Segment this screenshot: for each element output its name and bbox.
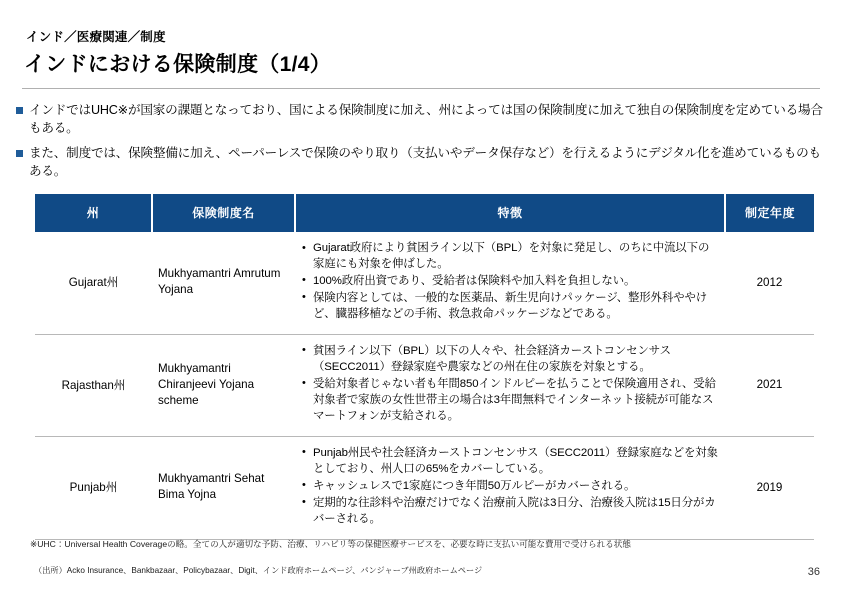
cell-year: 2012: [725, 232, 814, 334]
cell-state: Punjab州: [35, 436, 152, 539]
bullet-text: インドではUHC※が国家の課題となっており、国による保険制度に加え、州によっては国の保険制度に加えて独自の保険制度を定めている場合もある。: [29, 103, 823, 135]
cell-state: Rajasthan州: [35, 334, 152, 436]
list-item: [16, 145, 828, 181]
feature-item: • キャッシュレスで1家庭につき年間50万ルピーがカバーされる。: [301, 479, 719, 495]
table-row: [35, 232, 814, 334]
feature-item: • 定期的な往診料や治療だけでなく治療前入院は3日分、治療後入院は15日分がカバーされる。: [301, 496, 719, 528]
cell-year: 2021: [725, 334, 814, 436]
feature-item: • 100%政府出資であり、受給者は保険料や加入料を負担しない。: [301, 274, 719, 290]
cell-scheme-name: Mukhyamantri Sehat Bima Yojna: [152, 436, 295, 539]
list-item: [16, 102, 828, 138]
bullet-text: また、制度では、保険整備に加え、ペーパーレスで保険のやり取り（支払いやデータ保存など）を行えるようにデジタル化を進めているものもある。: [29, 145, 821, 178]
column-header-year: 制定年度: [725, 194, 814, 232]
square-bullet-icon: [16, 150, 23, 157]
cell-scheme-name: Mukhyamantri Amrutum Yojana: [152, 232, 295, 334]
table-header-row: [35, 194, 814, 232]
title-divider: [22, 88, 820, 89]
page-number: 36: [807, 566, 820, 578]
cell-scheme-name: Mukhyamantri Chiranjeevi Yojana scheme: [152, 334, 295, 436]
feature-item: • 保険内容としては、一般的な医薬品、新生児向けパッケージ、整形外科ややけど、臓器移植などの手術、救急救命パッケージなどである。: [301, 291, 719, 323]
table-row: [35, 436, 814, 539]
column-header-state: 州: [35, 194, 152, 232]
bullet-list: [16, 102, 828, 188]
cell-state: Gujarat州: [35, 232, 152, 334]
cell-features: [295, 334, 725, 436]
feature-item: • Punjab州民や社会経済カーストコンセンサス（SECC2011）登録家庭などを対象としており、州人口の65%をカバーしている。: [301, 446, 719, 478]
column-header-features: 特徴: [295, 194, 725, 232]
square-bullet-icon: [16, 107, 23, 114]
feature-item: • Gujarat政府により貧困ライン以下（BPL）を対象に発足し、のちに中流以下の家庭にも対象を伸ばした。: [301, 241, 719, 273]
feature-item: • 貧困ライン以下（BPL）以下の人々や、社会経済カーストコンセンサス（SECC2011）登録家庭や農家などの州在住の家族を対象とする。: [301, 344, 719, 376]
table-row: [35, 334, 814, 436]
cell-year: 2019: [725, 436, 814, 539]
insurance-schemes-table: [35, 194, 814, 540]
column-header-scheme-name: 保険制度名: [152, 194, 295, 232]
page-title: インドにおける保険制度（1/4）: [24, 53, 331, 76]
source-line: （出所）Acko Insurance、Bankbazaar、Policybazaar、Digit、インド政府ホームページ、パンジャーブ州政府ホームページ: [34, 566, 483, 575]
cell-features: [295, 232, 725, 334]
footnote-uhc: ※UHC：Universal Health Coverageの略。全ての人が適切な予防、治療、リハビリ等の保健医療サービスを、必要な時に支払い可能な費用で受けられる状態: [30, 539, 631, 549]
cell-features: [295, 436, 725, 539]
feature-item: • 受給対象者じゃない者も年間850インドルピーを払うことで保険適用され、受給対象者で家族の女性世帯主の場合は3年間無料でインターネット接続が可能なスマートフォンが支給される。: [301, 377, 719, 425]
slide-kicker: インド／医療関連／制度: [26, 30, 166, 44]
